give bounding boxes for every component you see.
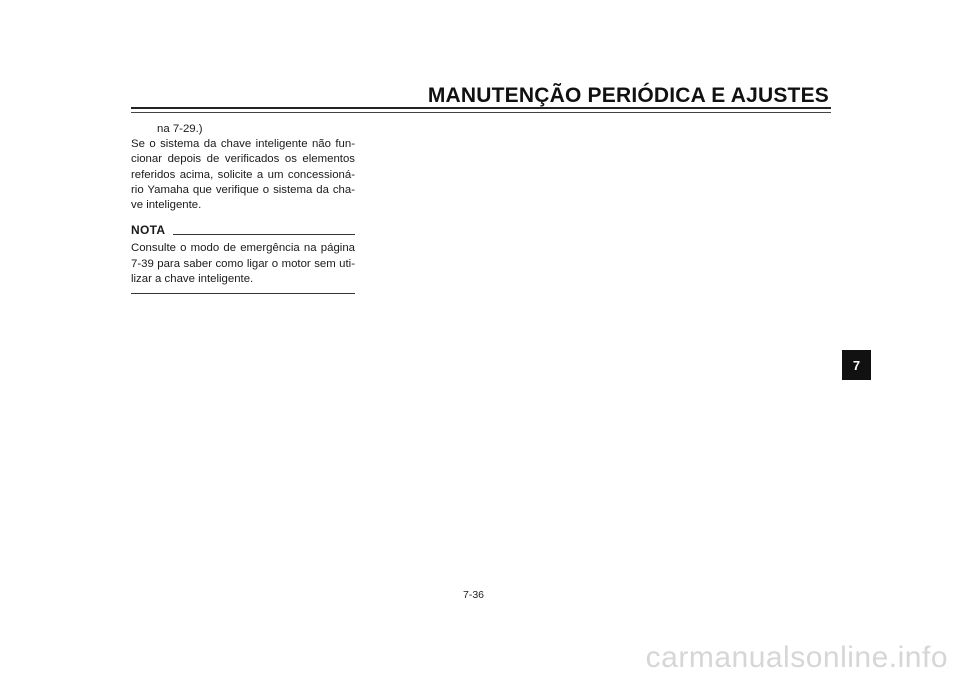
continuation-text: na 7-29.) [157,123,203,135]
body-paragraph: Se o sistema da chave inteligente não fun-cionar depois de verificados os elementos referidos acima, solicite a um concessioná-rio Yamaha que verifique o sistema da cha-ve inteligente. [131,138,355,212]
note-heading [131,223,355,238]
header-rule-thick [131,107,831,109]
note-label: NOTA [131,223,166,238]
page-number: 7-36 [463,589,485,601]
header-rule-thin [131,112,831,113]
text-column [131,122,355,294]
page-header-title: MANUTENÇÃO PERIÓDICA E AJUSTES [427,84,829,107]
note-text: Consulte o modo de emergência na página 7-39 para saber como ligar o motor sem uti-lizar a chave inteligente. [131,242,355,285]
chapter-tab: 7 [842,350,871,380]
watermark: carmanualsonline.info [645,641,948,674]
note-end-rule [131,293,355,294]
note-heading-rule [173,234,355,235]
